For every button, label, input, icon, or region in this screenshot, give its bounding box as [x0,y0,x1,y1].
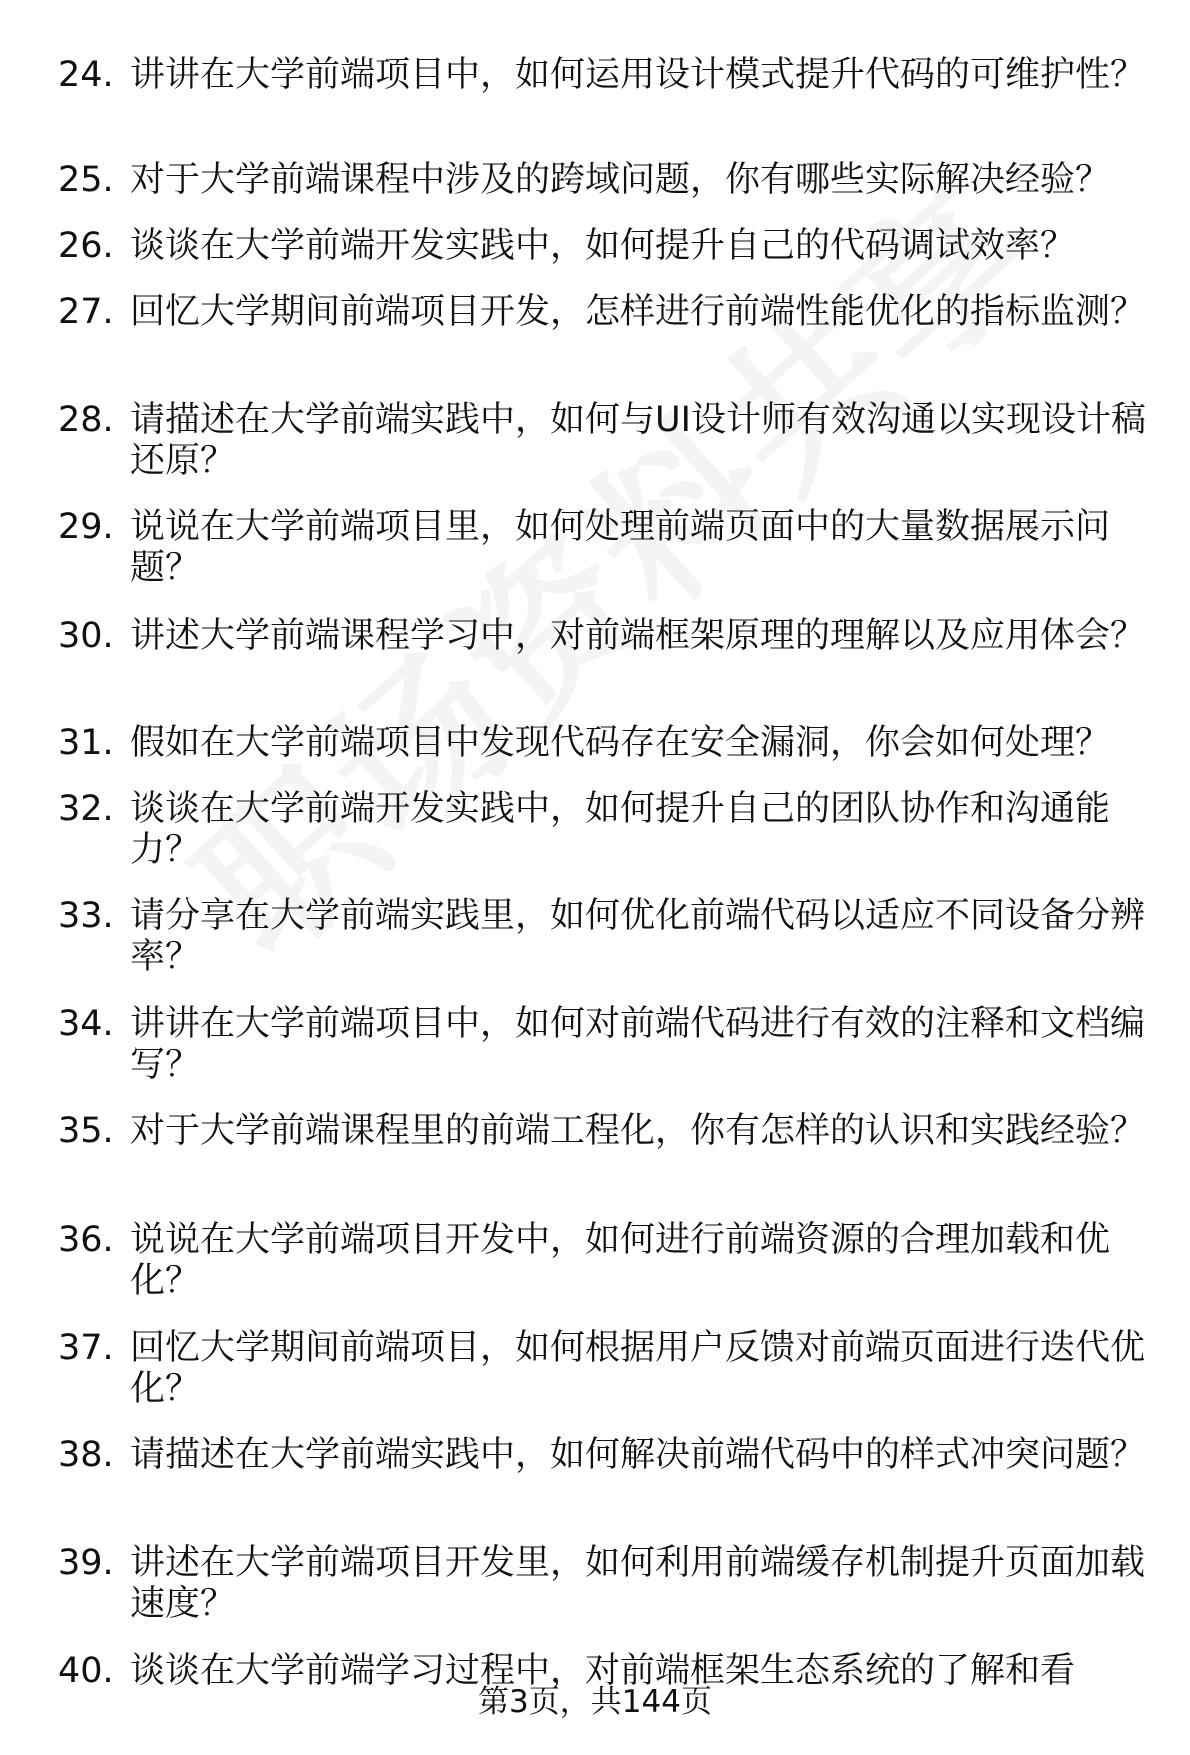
question-number: 40. [58,1651,114,1691]
question-number: 37. [58,1328,114,1368]
question-number: 39. [58,1543,114,1583]
question-text: 回忆大学期间前端项目，如何根据用户反馈对前端页面进行迭代优化？ [130,1328,1146,1409]
question-number: 38. [58,1435,114,1475]
question-text: 谈谈在大学前端开发实践中，如何提升自己的团队协作和沟通能力？ [130,789,1111,870]
question-text: 请分享在大学前端实践里，如何优化前端代码以适应不同设备分辨率？ [130,896,1146,977]
question-number: 36. [58,1220,114,1260]
question-text: 谈谈在大学前端开发实践中，如何提升自己的代码调试效率？ [130,226,1076,266]
question-number: 32. [58,789,114,829]
question-number: 26. [58,226,114,266]
question-text: 说说在大学前端项目开发中，如何进行前端资源的合理加载和优化？ [130,1220,1111,1301]
question-text: 说说在大学前端项目里，如何处理前端页面中的大量数据展示问题？ [130,507,1111,588]
question-text: 请描述在大学前端实践中，如何与UI设计师有效沟通以实现设计稿还原？ [130,400,1146,481]
question-number: 34. [58,1004,114,1044]
question-number: 24. [58,55,114,95]
question-text: 谈谈在大学前端学习过程中，对前端框架生态系统的了解和看 [130,1651,1076,1691]
question-text: 对于大学前端课程里的前端工程化，你有怎样的认识和实践经验？ [130,1111,1146,1151]
question-text: 对于大学前端课程中涉及的跨域问题，你有哪些实际解决经验？ [130,160,1111,200]
question-text: 回忆大学期间前端项目开发，怎样进行前端性能优化的指标监测？ [130,292,1146,332]
question-number: 28. [58,400,114,440]
question-number: 33. [58,896,114,936]
question-number: 25. [58,160,114,200]
question-text: 讲讲在大学前端项目中，如何运用设计模式提升代码的可维护性？ [130,55,1146,95]
question-text: 讲述大学前端课程学习中，对前端框架原理的理解以及应用体会？ [130,616,1146,656]
question-number: 27. [58,292,114,332]
question-text: 假如在大学前端项目中发现代码存在安全漏洞，你会如何处理？ [130,723,1111,763]
page-footer: 第3页，共144页 [478,1684,712,1720]
question-text: 请描述在大学前端实践中，如何解决前端代码中的样式冲突问题？ [130,1435,1146,1475]
question-text: 讲讲在大学前端项目中，如何对前端代码进行有效的注释和文档编写？ [130,1004,1146,1085]
question-text: 讲述在大学前端项目开发里，如何利用前端缓存机制提升页面加载速度？ [130,1543,1146,1624]
question-number: 35. [58,1111,114,1151]
question-number: 30. [58,616,114,656]
question-number: 29. [58,507,114,547]
question-number: 31. [58,723,114,763]
